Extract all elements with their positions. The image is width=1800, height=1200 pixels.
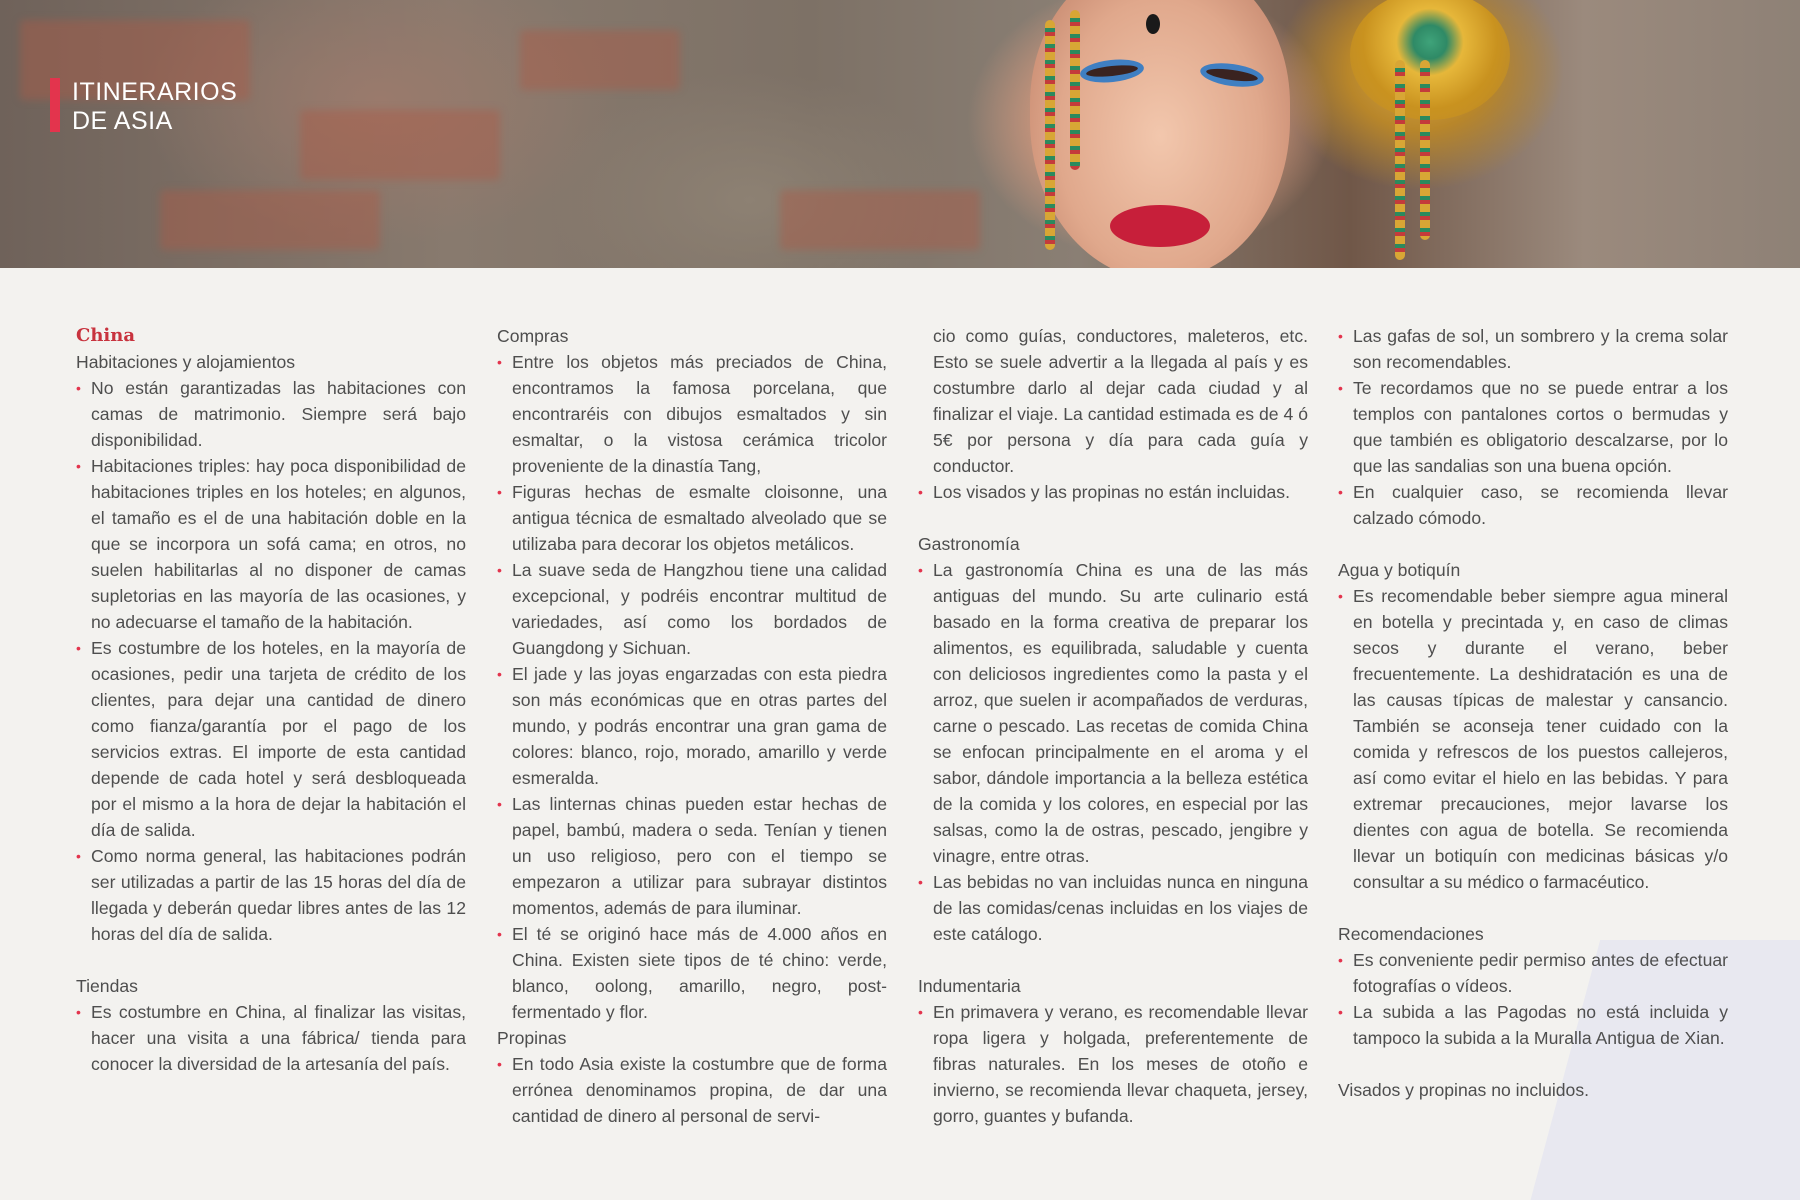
jewel-strand xyxy=(1045,20,1055,250)
column-1 xyxy=(76,323,466,1077)
list-item: • El jade y las joyas engarzadas con esta piedra son más económicas que en otras partes del mundo, y podrás encontrar una gran gama de colores: blanco, rojo, morado, amarillo y verde esmeralda. xyxy=(497,661,887,791)
list-item: • No están garantizadas las habitaciones con camas de matrimonio. Siempre será bajo disponibilidad. xyxy=(76,375,466,453)
list-item: • El té se originó hace más de 4.000 años en China. Existen siete tipos de té chino: verde, blanco, oolong, amarillo, negro, post-fermentado y flor. xyxy=(497,921,887,1025)
heading-gastronomia: Gastronomía xyxy=(918,534,1020,554)
country-heading: China xyxy=(76,325,136,346)
bindi xyxy=(1146,14,1160,34)
heading-recomendaciones: Recomendaciones xyxy=(1338,924,1484,944)
jewel-strand xyxy=(1070,10,1080,170)
list-item: • Como norma general, las habitaciones podrán ser utilizadas a partir de las 15 horas del día de llegada y deberán quedar libres antes de las 12 horas del día de salida. xyxy=(76,843,466,947)
brick-shape xyxy=(780,190,980,250)
title-line-2: DE ASIA xyxy=(72,107,173,135)
list-item: • Es costumbre en China, al finalizar las visitas, hacer una visita a una fábrica/ tienda para conocer la diversidad de la artesanía del país. xyxy=(76,999,466,1077)
list-item: • Habitaciones triples: hay poca disponibilidad de habitaciones triples en los hoteles; en algunos, el tamaño es el de una habitación doble en la que se incorpora un sofá cama; en otros, no suelen habilitarlas al no disponer de camas supletorias en las mayoría de las ocasiones, y no adecuarse el tamaño de la habitación. xyxy=(76,453,466,635)
brick-shape xyxy=(300,110,500,180)
list-compras xyxy=(497,349,887,1025)
list-item: • Las bebidas no van incluidas nunca en ninguna de las comidas/cenas incluidas en los viajes de este catálogo. xyxy=(918,869,1308,947)
column-4 xyxy=(1338,323,1728,1103)
heading-compras: Compras xyxy=(497,326,569,346)
list-item: • Las gafas de sol, un sombrero y la crema solar son recomendables. xyxy=(1338,323,1728,375)
brick-shape xyxy=(160,190,380,250)
heading-habitaciones: Habitaciones y alojamientos xyxy=(76,352,296,372)
brick-shape xyxy=(520,30,680,90)
hero-photo xyxy=(0,0,1800,268)
list-item: • La subida a las Pagodas no está incluida y tampoco la subida a la Muralla Antigua de Xian. xyxy=(1338,999,1728,1051)
list-item-continued: cio como guías, conductores, maleteros, etc. Esto se suele advertir a la llegada al país y es costumbre darlo al dejar cada ciudad y al finalizar el viaje. La cantidad estimada es de 4 ó 5€ por persona y día para cada guía y conductor. xyxy=(933,326,1308,476)
list-gastronomia xyxy=(918,557,1308,947)
dancer-lips xyxy=(1110,205,1210,247)
title-line-1: ITINERARIOS xyxy=(72,78,238,106)
list-item: • Es recomendable beber siempre agua mineral en botella y precintada y, en caso de climas secos y durante el verano, beber frecuentemente. La deshidratación es una de las causas típicas de malestar y cansancio. También se aconseja tener cuidado con la comida y refrescos de los puestos callejeros, así como evitar el hielo en las bebidas. Y para extremar precauciones, mejor lavarse los dientes con agua de botella. Se recomienda llevar un botiquín con medicinas básicas y/o consultar a su médico o farmacéutico. xyxy=(1338,583,1728,895)
list-indumentaria xyxy=(918,999,1308,1129)
list-habitaciones xyxy=(76,375,466,947)
list-item: • En cualquier caso, se recomienda llevar calzado cómodo. xyxy=(1338,479,1728,531)
list-item: • Te recordamos que no se puede entrar a los templos con pantalones cortos o bermudas y que también es obligatorio descalzarse, por lo que las sandalias son una buena opción. xyxy=(1338,375,1728,479)
heading-agua: Agua y botiquín xyxy=(1338,560,1461,580)
column-3 xyxy=(918,323,1308,1129)
list-item: • Los visados y las propinas no están incluidas. xyxy=(918,479,1308,505)
footer-note: Visados y propinas no incluidos. xyxy=(1338,1080,1590,1100)
list-tiendas xyxy=(76,999,466,1077)
heading-propinas: Propinas xyxy=(497,1028,567,1048)
list-recomendaciones xyxy=(1338,947,1728,1051)
list-item: • La suave seda de Hangzhou tiene una calidad excepcional, y podréis encontrar multitud de variedades, así como los bordados de Guangdong y Sichuan. xyxy=(497,557,887,661)
list-item: • La gastronomía China es una de las más antiguas del mundo. Su arte culinario está basado en la forma creativa de preparar los alimentos, es equilibrada, saludable y cuenta con deliciosos ingredientes como la pasta y el arroz, que suelen ir acompañados de verduras, carne o pescado. Las recetas de comida China se enfocan principalmente en el aroma y el sabor, dándole importancia a la belleza estética de la comida y los colores, en especial por las salsas, como la de ostras, pescado, jengibre y vinagre, entre otras. xyxy=(918,557,1308,869)
column-2 xyxy=(497,323,887,1129)
list-propinas xyxy=(497,1051,887,1129)
jewel-strand xyxy=(1420,60,1430,240)
headdress xyxy=(1350,0,1510,120)
list-item: • Las linternas chinas pueden estar hechas de papel, bambú, madera o seda. Tenían y tienen un uso religioso, pero con el tiempo se empezaron a utilizar para subrayar distintos momentos, además de para iluminar. xyxy=(497,791,887,921)
list-item: • En todo Asia existe la costumbre que de forma errónea denominamos propina, de dar una cantidad de dinero al personal de servi- xyxy=(497,1051,887,1129)
list-item: • Figuras hechas de esmalte cloisonne, una antigua técnica de esmaltado alveolado que se utilizaba para decorar los objetos metálicos. xyxy=(497,479,887,557)
list-item: • Es costumbre de los hoteles, en la mayoría de ocasiones, pedir una tarjeta de crédito de los clientes, para dejar una cantidad de dinero como fianza/garantía por el pago de los servicios extras. El importe de esta cantidad depende de cada hotel y será desbloqueada por el mismo a la hora de dejar la habitación el día de salida. xyxy=(76,635,466,843)
section-title xyxy=(50,78,237,136)
jewel-strand xyxy=(1395,60,1405,260)
list-item: • En primavera y verano, es recomendable llevar ropa ligera y holgada, preferentemente de fibras naturales. En los meses de otoño e invierno, se recomienda llevar chaqueta, jersey, gorro, guantes y bufanda. xyxy=(918,999,1308,1129)
title-accent-bar xyxy=(50,78,60,132)
heading-indumentaria: Indumentaria xyxy=(918,976,1021,996)
list-indumentaria-cont xyxy=(1338,323,1728,531)
list-propinas-cont xyxy=(918,323,1308,505)
heading-tiendas: Tiendas xyxy=(76,976,138,996)
list-agua xyxy=(1338,583,1728,895)
list-item: • Entre los objetos más preciados de China, encontramos la famosa porcelana, que encontraréis con dibujos esmaltados y sin esmaltar, o la vistosa cerámica tricolor proveniente de la dinastía Tang, xyxy=(497,349,887,479)
list-item: • Es conveniente pedir permiso antes de efectuar fotografías o vídeos. xyxy=(1338,947,1728,999)
